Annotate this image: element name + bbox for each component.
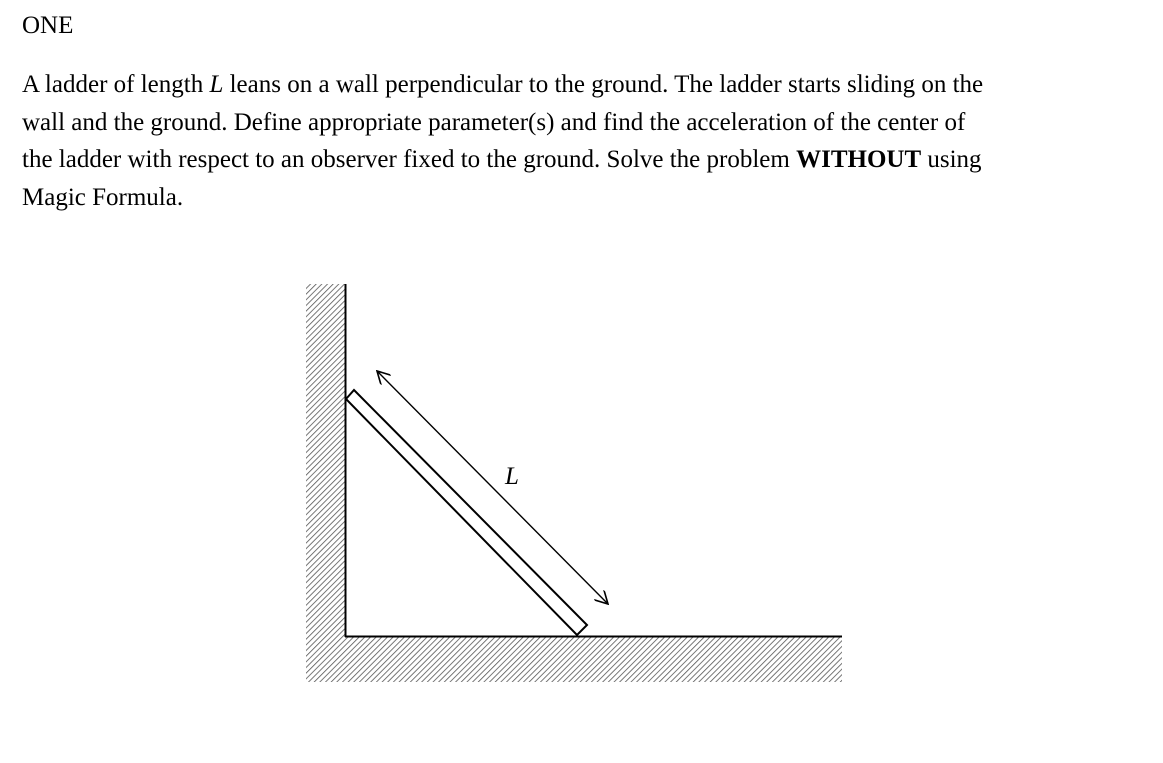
problem-text: Magic Formula. xyxy=(22,183,184,211)
problem-text: using xyxy=(921,146,982,173)
ground-hatching xyxy=(306,637,842,682)
problem-text: wall and the ground. Define appropriate parameter(s) and find the acceleration of the center of xyxy=(22,108,966,136)
ladder xyxy=(346,390,587,635)
problem-text: A ladder of length xyxy=(22,71,210,98)
emphasis-without: WITHOUT xyxy=(796,146,922,173)
length-symbol: L xyxy=(209,71,224,98)
length-dimension-arrow xyxy=(377,371,608,604)
problem-text: the ladder with respect to an observer fixed to the ground. Solve the problem xyxy=(22,146,797,173)
problem-text: leans on a wall perpendicular to the ground. The ladder starts sliding on the xyxy=(223,71,984,98)
problem-heading: ONE xyxy=(22,12,74,39)
length-label: L xyxy=(505,463,519,490)
wall-hatching xyxy=(306,284,345,682)
